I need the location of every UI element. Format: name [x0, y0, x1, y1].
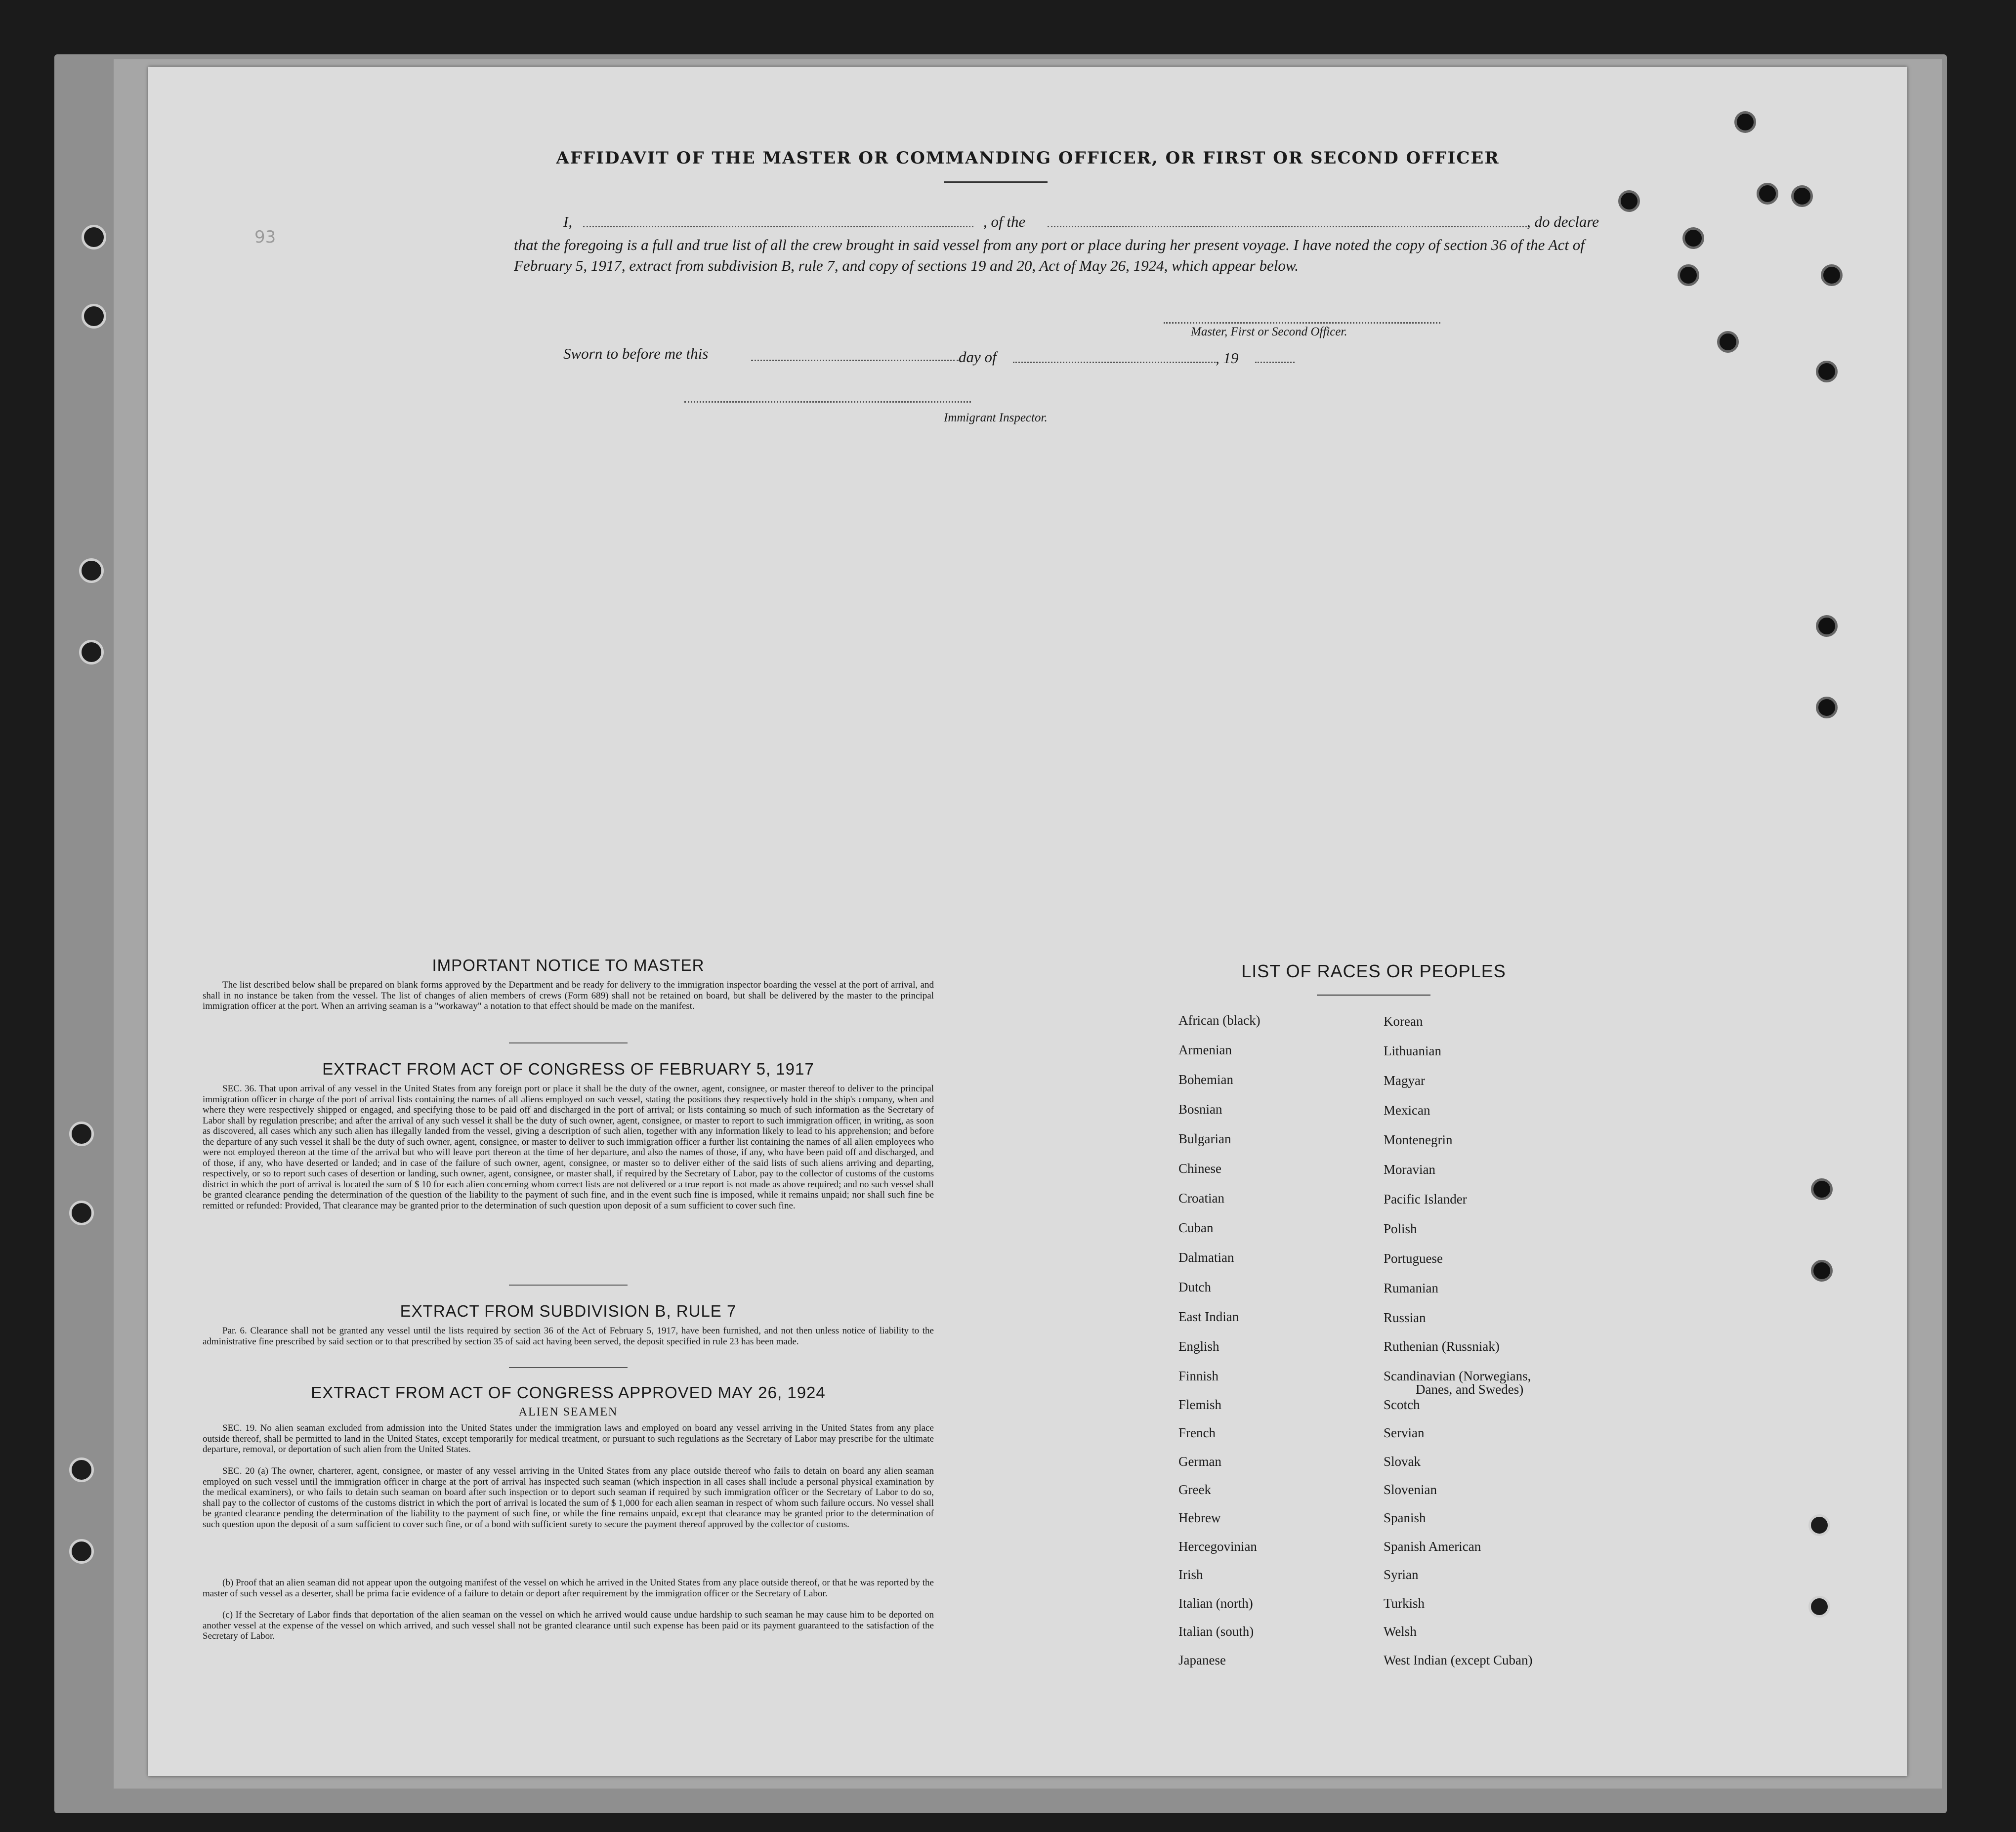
binder-hole-icon [69, 1201, 94, 1225]
punch-hole-icon [1682, 227, 1704, 249]
inspector-blank-line[interactable] [684, 401, 971, 403]
race-item: French [1178, 1425, 1216, 1440]
punch-hole-icon [1734, 111, 1756, 133]
race-item: Polish [1384, 1221, 1417, 1236]
extract-1924-subtitle: ALIEN SEAMEN [518, 1406, 618, 1418]
year-blank-line[interactable] [1255, 362, 1295, 363]
race-item: African (black) [1178, 1013, 1260, 1028]
punch-hole-icon [1811, 1178, 1833, 1200]
sworn-day-blank-line[interactable] [751, 360, 959, 361]
notice-body: The list described below shall be prepared on blank forms approved by the Department and be ready for delivery to the immigration inspector boarding the vessel at the port of arrival, and shall in no instance be taken from the vessel. The list of changes of alien members of crews (Form 689) shall not be retained on board, but shall be delivered by the master to the principal immigration officer at the port. When an arriving seaman is a "workaway" a notation to that effect should be made on the manifest. [203, 980, 934, 1011]
extract-1917-body: SEC. 36. That upon arrival of any vessel in the United States from any foreign port or place it shall be the duty of the owner, agent, consignee, or master thereof to deliver to the principal immigration officer in charge of the port of arrival lists containing the names of all aliens employed on such vessel, stating the positions they respectively hold in the ship's company, when and where they were respectively shipped or engaged, and specifying those to be paid off and discharged in the port of arrival; or lists containing so much of such information as the Secretary of Labor shall by regulation prescribe; and after the arrival of any such vessel it shall be the duty of such owner, agent, consignee, or master to report to such immigration officer, in writing, as soon as discovered, all cases which any such alien has illegally landed from the vessel, giving a description of such alien, together with any information likely to lead to his apprehension; and before the departure of any such vessel it shall be the duty of such owner, agent, consignee, or master to deliver to such immigration officer a further list containing the names of all alien employees who were not employed thereon at the time of the arrival but who will leave port thereon at the time of her departure, and also the names of those, if any, who have been paid off and discharged, and of those, if any, who have deserted or landed; and in case of the failure of such owner, agent, consignee, or master so to deliver either of the said lists of such aliens arriving and departing, respectively, or so to report such cases of desertion or landing, such owner, agent, consignee, or master shall, if required by the Secretary of Labor, pay to the collector of customs of the customs district in which the port of arrival is located the sum of $ 10 for each alien concerning whom correct lists are not delivered or a true report is not made as above required; and no such vessel shall be granted clearance pending the determination of the question of the liability to the payment of such fine, and in the event such fine is imposed, while it remains unpaid; nor shall such fine be remitted or refunded: Provided, That clearance may be granted prior to the determination of such question upon deposit of a sum sufficient to cover such fine. [203, 1083, 934, 1211]
race-item: Hebrew [1178, 1510, 1221, 1525]
race-item: Greek [1178, 1482, 1211, 1497]
title-underline [944, 181, 1048, 183]
punch-hole-icon [1757, 183, 1778, 205]
race-item: Magyar [1384, 1073, 1425, 1088]
affidavit-of-the-label: , of the [983, 213, 1026, 230]
races-title-underline [1317, 995, 1430, 996]
race-item: Scotch [1384, 1397, 1420, 1412]
punch-hole-icon [1816, 615, 1838, 637]
binder-hole-icon [69, 1539, 94, 1564]
race-item: Korean [1384, 1014, 1423, 1029]
race-item: Lithuanian [1384, 1043, 1441, 1058]
punch-hole-icon [1618, 190, 1640, 212]
race-item: Bulgarian [1178, 1131, 1231, 1146]
punch-hole-icon [1791, 185, 1813, 207]
race-item: Bosnian [1178, 1102, 1222, 1117]
affidavit-title: AFFIDAVIT OF THE MASTER OR COMMANDING OFFICER, OR FIRST OR SECOND OFFICER [556, 148, 1500, 168]
binder-hole-icon [82, 225, 106, 250]
section-divider [509, 1367, 628, 1368]
race-item: Ruthenian (Russniak) [1384, 1339, 1500, 1354]
race-item: Montenegrin [1384, 1132, 1453, 1147]
extract-1924-title: EXTRACT FROM ACT OF CONGRESS APPROVED MAY 26, 1924 [311, 1383, 826, 1402]
race-item: Danes, and Swedes) [1416, 1382, 1524, 1397]
signature-caption: Master, First or Second Officer. [1191, 325, 1347, 338]
race-item: Spanish [1384, 1510, 1426, 1525]
race-item: Moravian [1384, 1162, 1435, 1177]
extract-1924-para3: (b) Proof that an alien seaman did not appear upon the outgoing manifest of the vessel on which he arrived in the United States from any place outside thereof, or that he was reported by the master of such vessel as a deserter, shall be prima facie evidence of a failure to detain or deport after requirement by the immigration officer or the Secretary of Labor. [203, 1578, 934, 1599]
notice-title: IMPORTANT NOTICE TO MASTER [432, 956, 705, 974]
month-blank-line[interactable] [1013, 362, 1216, 363]
race-item: Russian [1384, 1310, 1426, 1325]
race-item: Japanese [1178, 1653, 1226, 1667]
race-item: Scandinavian (Norwegians, [1384, 1369, 1531, 1383]
extract-1924-para4: (c) If the Secretary of Labor finds that deportation of the alien seaman on the vessel on which he arrived would cause undue hardship to such seaman he may cause him to be deported on another vessel at the expense of the vessel on which arrived, and such vessel shall not be granted clearance until such expense has been paid or its payment guaranteed to the satisfaction of the Secretary of Labor. [203, 1610, 934, 1641]
race-item: English [1178, 1339, 1219, 1354]
race-item: Syrian [1384, 1567, 1419, 1582]
punch-hole-icon [1821, 264, 1843, 286]
race-item: Cuban [1178, 1220, 1214, 1235]
race-item: Slovenian [1384, 1482, 1437, 1497]
race-item: Hercegovinian [1178, 1539, 1257, 1554]
binder-hole-icon [69, 1122, 94, 1146]
race-item: Italian (north) [1178, 1596, 1253, 1611]
signature-blank-line[interactable] [1164, 322, 1440, 324]
extract-1917-title: EXTRACT FROM ACT OF CONGRESS OF FEBRUARY 5, 1917 [322, 1060, 814, 1078]
affidavit-i-label: I, [563, 213, 573, 230]
race-item: Finnish [1178, 1369, 1219, 1383]
punch-hole-icon [1816, 697, 1838, 718]
extract-1924-para1: SEC. 19. No alien seaman excluded from admission into the United States under the immigration laws and employed on board any vessel arriving in the United States from any place outside thereof, shall be permitted to land in the United States, except temporarily for medical treatment, or pursuant to such regulations as the Secretary of Labor may prescribe for the ultimate departure, removal, or deportation of such alien from the United States. [203, 1423, 934, 1455]
vessel-blank-line[interactable] [1048, 226, 1527, 227]
race-item: Croatian [1178, 1191, 1224, 1206]
race-item: East Indian [1178, 1309, 1239, 1324]
section-divider [509, 1042, 628, 1043]
race-item: Slovak [1384, 1454, 1421, 1469]
race-item: West Indian (except Cuban) [1384, 1653, 1533, 1667]
punch-hole-icon [1811, 1260, 1833, 1282]
race-item: Armenian [1178, 1042, 1232, 1057]
section-divider [509, 1285, 628, 1286]
race-item: Welsh [1384, 1624, 1417, 1639]
punch-hole-icon [1816, 361, 1838, 382]
punch-hole-icon [1808, 1514, 1830, 1536]
affidavit-body: that the foregoing is a full and true list of all the crew brought in said vessel from any port or place during her present voyage. I have noted the copy of section 36 of the Act of February 5, 1917, extract from subdivision B, rule 7, and copy of sections 19 and 20, Act of May 26, 1924, which appear below. [514, 236, 1585, 274]
race-item: German [1178, 1454, 1221, 1469]
extract-1924-para2: SEC. 20 (a) The owner, charterer, agent, consignee, or master of any vessel arriving in the United States from any place outside thereof who fails to detain on board any alien seaman employed on such vessel until the immigration officer in charge at the port of arrival has inspected such seaman (which inspection in all cases shall include a personal physical examination by the medical examiners), or who fails to detain such seaman on board after such inspection or to deport such seaman if required by such immigration officer or the Secretary of Labor to do so, shall pay to the collector of customs of the customs district in which the port of arrival is located the sum of $ 1,000 for each alien seaman in respect of whom such failure occurs. No vessel shall be granted clearance pending the determination of the liability to the payment of such fine, or while the fine remains unpaid, except that clearance may be granted prior to the determination of such question upon the deposit of a sum sufficient to cover such fine, or of a bond with sufficient surety to secure the payment thereof approved by the collector of customs. [203, 1466, 934, 1530]
binder-hole-icon [79, 558, 104, 583]
race-item: Bohemian [1178, 1072, 1233, 1087]
punch-hole-icon [1678, 264, 1699, 286]
races-title: LIST OF RACES OR PEOPLES [1241, 961, 1506, 981]
day-of-label: day of [959, 348, 997, 366]
race-item: Dalmatian [1178, 1250, 1234, 1265]
year-label: , 19 [1216, 349, 1239, 367]
punch-hole-icon [1717, 331, 1739, 353]
race-item: Mexican [1384, 1103, 1430, 1118]
stamp-number: 93 [254, 227, 276, 247]
affidavit-declare-label: , do declare [1527, 213, 1599, 230]
race-item: Turkish [1384, 1596, 1425, 1611]
rule7-body: Par. 6. Clearance shall not be granted any vessel until the lists required by section 36 of the Act of February 5, 1917, have been furnished, and not then unless notice of liability to the administrative fine prescribed by said section or to that prescribed by section 35 of said act having been served, the deposit specified in rule 23 has been made. [203, 1326, 934, 1347]
binder-hole-icon [79, 640, 104, 665]
punch-hole-icon [1808, 1596, 1830, 1618]
manifest-page [148, 67, 1907, 1776]
binder-hole-icon [82, 304, 106, 329]
race-item: Spanish American [1384, 1539, 1481, 1554]
race-item: Portuguese [1384, 1251, 1443, 1266]
race-item: Italian (south) [1178, 1624, 1254, 1639]
race-item: Flemish [1178, 1397, 1222, 1412]
race-item: Pacific Islander [1384, 1192, 1467, 1207]
rule7-title: EXTRACT FROM SUBDIVISION B, RULE 7 [400, 1302, 737, 1320]
sworn-label: Sworn to before me this [563, 345, 709, 362]
race-item: Rumanian [1384, 1281, 1438, 1295]
race-item: Dutch [1178, 1280, 1211, 1294]
name-blank-line[interactable] [583, 226, 973, 227]
race-item: Chinese [1178, 1161, 1221, 1176]
inspector-caption: Immigrant Inspector. [944, 411, 1048, 424]
binder-hole-icon [69, 1457, 94, 1482]
race-item: Servian [1384, 1425, 1425, 1440]
race-item: Irish [1178, 1567, 1203, 1582]
